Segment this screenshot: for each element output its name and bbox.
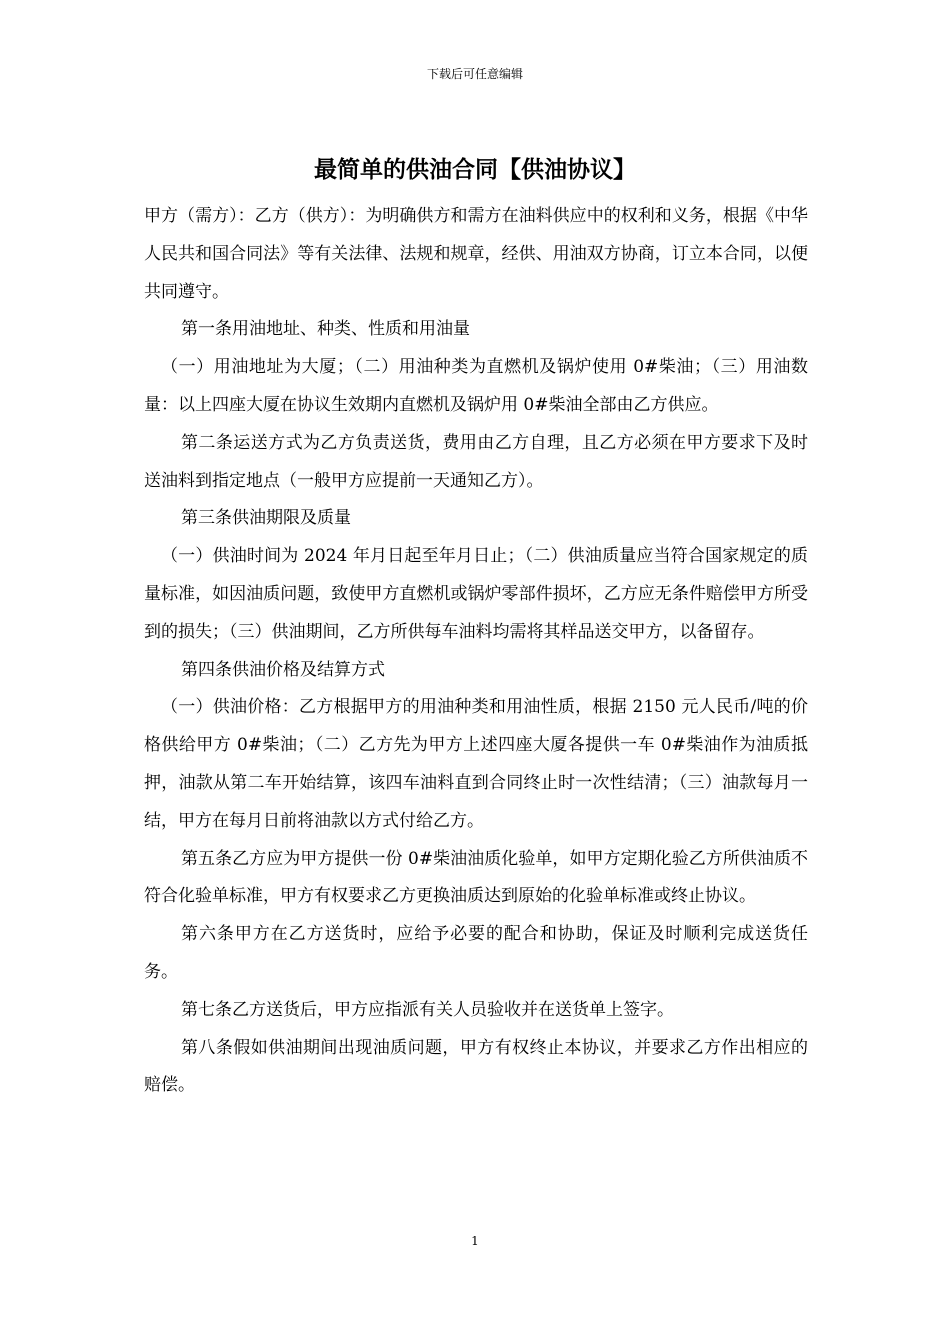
article-6-paragraph: 第六条甲方在乙方送货时，应给予必要的配合和协助，保证及时顺利完成送货任务。 xyxy=(144,924,808,982)
article-5-paragraph: 第五条乙方应为甲方提供一份 0#柴油油质化验单，如甲方定期化验乙方所供油质不符合化验单标准，甲方有权要求乙方更换油质达到原始的化验单标准或终止协议。 xyxy=(144,848,808,907)
article-4-content: （一）供油价格：乙方根据甲方的用油种类和用油性质，根据 2150 元人民币/吨的价格供给甲方 0#柴油；（二）乙方先为甲方上述四座大厦各提供一车 0#柴油作为油质抵押，油款从第二车开始结算，该四车油料直到合同终止时一次性结清；（三）油款每月一结，甲方在每月日前将油款以方式付给乙方。 xyxy=(144,697,808,831)
article-1-heading: 第一条用油地址、种类、性质和用油量 xyxy=(181,319,470,340)
header-note: 下载后可任意编辑 xyxy=(426,67,523,81)
article-3-heading: 第三条供油期限及质量 xyxy=(181,508,351,529)
preamble-paragraph: 甲方（需方）：乙方（供方）：为明确供方和需方在油料供应中的权利和义务，根据《中华人民共和国合同法》等有关法律、法规和规章，经供、用油双方协商，订立本合同，以便共同遵守。 xyxy=(144,206,808,302)
page-number: 1 xyxy=(471,1234,479,1248)
article-7-paragraph: 第七条乙方送货后，甲方应指派有关人员验收并在送货单上签字。 xyxy=(181,999,674,1020)
document-title: 最简单的供油合同【供油协议】 xyxy=(314,156,636,183)
article-3-content: （一）供油时间为 2024 年月日起至年月日止；（二）供油质量应当符合国家规定的质量标准，如因油质问题，致使甲方直燃机或锅炉零部件损坏，乙方应无条件赔偿甲方所受到的损失；（三）供油期间，乙方所供每车油料均需将其样品送交甲方，以备留存。 xyxy=(144,546,808,642)
article-1-content: （一）用油地址为大厦；（二）用油种类为直燃机及锅炉使用 0#柴油；（三）用油数量：以上四座大厦在协议生效期内直燃机及锅炉用 0#柴油全部由乙方供应。 xyxy=(144,357,808,415)
article-8-paragraph: 第八条假如供油期间出现油质问题，甲方有权终止本协议，并要求乙方作出相应的赔偿。 xyxy=(144,1037,808,1096)
article-4-heading: 第四条供油价格及结算方式 xyxy=(181,659,385,680)
article-2-paragraph: 第二条运送方式为乙方负责送货，费用由乙方自理，且乙方必须在甲方要求下及时送油料到指定地点（一般甲方应提前一天通知乙方）。 xyxy=(144,432,808,491)
document-body xyxy=(144,198,808,1105)
